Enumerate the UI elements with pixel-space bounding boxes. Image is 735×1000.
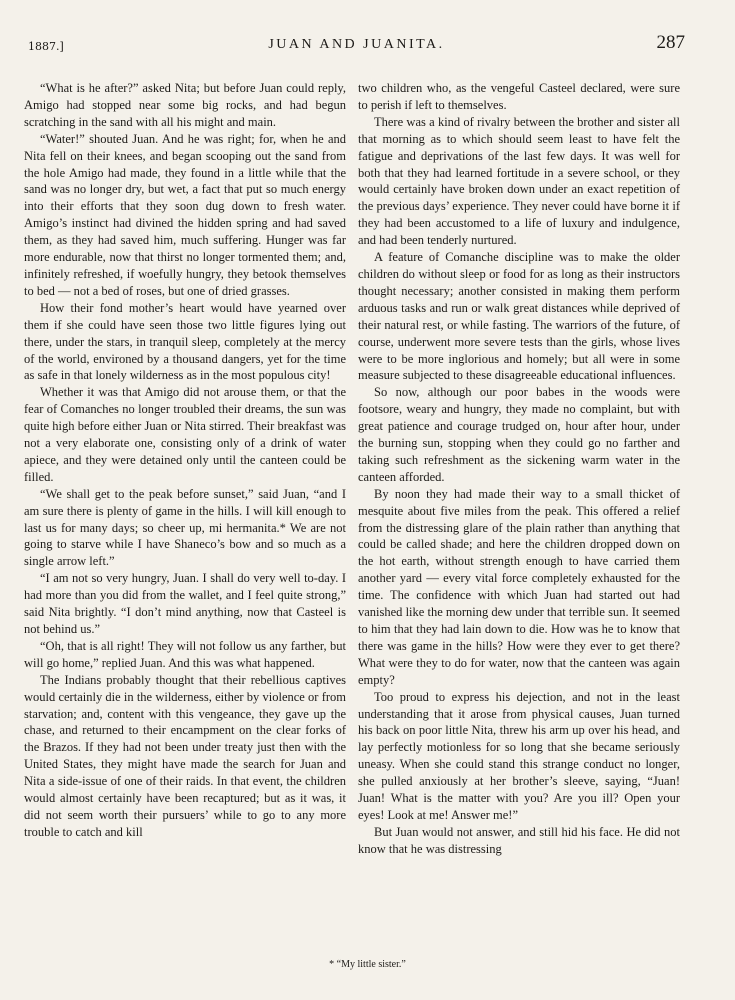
paragraph: But Juan would not answer, and still hid his face. He did not know that he was distressing	[358, 824, 680, 856]
article-title: JUAN AND JUANITA.	[268, 37, 445, 52]
running-header	[28, 34, 685, 56]
paragraph: How their fond mother’s heart would have yearned over them if she could have seen those two little figures lying out there, under the stars, in tranquil sleep, completely at the mercy of the world, environed by a thousand dangers, yet for the time as safe in that lonely wilderness as in the most populous city!	[24, 300, 346, 383]
footnote: * “My little sister.”	[329, 959, 406, 970]
paragraph: The Indians probably thought that their rebellious captives would certainly die in the wilderness, either by violence or from starvation; and, content with this vengeance, they gave up the chase, and returned to their encampment on the clear forks of the Brazos. If they had not been under treaty just then with the United States, they might have made the search for Juan and Nita a side-issue of one of their raids. In that event, the children would almost certainly have been recaptured; but as it was, it did not seem worth their pursuers’ while to go to any more trouble to catch and kill	[24, 672, 346, 839]
paragraph: “I am not so very hungry, Juan. I shall do very well to-day. I had more than you did from the wallet, and I feel quite strong,” said Nita brightly. “I don’t mind anything, now that Casteel is not behind us.”	[24, 571, 346, 636]
paragraph: By noon they had made their way to a small thicket of mesquite about five miles from the peak. This offered a relief from the distressing glare of the plain rather than anything that could be called shade; and here the children dropped down on the hot earth, without strength enough to have carried them another yard — every vital force completely exhausted for the time. The confidence with which Juan had started out had vanished like the morning dew under that terrible sun. It seemed to him that they had lain down to die. How was he to know that there was game in the hills? How were they ever to get there? What were they to do for water, now that the canteen was again empty?	[358, 486, 680, 687]
paragraph: “Oh, that is all right! They will not follow us any farther, but will go home,” replied Juan. And this was what happened.	[24, 638, 346, 670]
paragraph: Whether it was that Amigo did not arouse them, or that the fear of Comanches no longer troubled their dreams, the sun was quite high before either Juan or Nita stirred. Their breakfast was not a very elaborate one, consisting only of a drink of water apiece, and they were detained only until the canteen could be filled.	[24, 385, 346, 484]
paragraph: “Water!” shouted Juan. And he was right; for, when he and Nita fell on their knees, and began scooping out the sand from the hole Amigo had made, they found in a little while that the sand was no longer dry, but wet, a fact that put so much energy into their efforts that they soon dug down to fresh water. Amigo’s instinct had divined the hidden spring and had saved them, as they had saved him, much suffering. Hunger was far more endurable, now that thirst no longer tormented them; and, infinitely refreshed, if woefully hungry, they betook themselves to bed — not a bed of roses, but one of dried grasses.	[24, 131, 346, 298]
left-column	[24, 80, 346, 841]
paragraph: Too proud to express his dejection, and not in the least understanding that it arose from physical causes, Juan turned his back on poor little Nita, threw his arm up over his head, and lay perfectly motionless for so long that she became seriously uneasy. When she could stand this strange conduct no longer, she pulled anxiously at her brother’s sleeve, saying, “Juan! Juan! What is the matter with you? Are you ill? Open your eyes! Look at me! Answer me!”	[358, 689, 680, 822]
paragraph: There was a kind of rivalry between the brother and sister all that morning as to which should seem least to have felt the fatigue and deprivations of the last few days. It was well for both that they had learned fortitude in a severe school, or they would certainly have broken down under an exact repetition of the previous days’ experience. They never could have borne it if they had been accustomed to a life of luxury and indulgence, and had been tenderly nurtured.	[358, 114, 680, 248]
issue-date: 1887.]	[28, 40, 64, 53]
paragraph: A feature of Comanche discipline was to make the older children do without sleep or food for as long as their instructors thought necessary; another consisted in making them perform arduous tasks and run or walk great distances while deprived of their natural rest, or while fasting. The warriors of the future, of course, underwent more severe tests than the girls, whose lives were to be more inglorious and homely; but all were in some measure subjected to these disagreeable educational influences.	[358, 250, 680, 383]
paragraph-continued: two children who, as the vengeful Casteel declared, were sure to perish if left to themselves.	[358, 81, 680, 112]
paragraph: “What is he after?” asked Nita; but before Juan could reply, Amigo had stopped near some big rocks, and had begun scratching in the sand with all his might and main.	[24, 81, 346, 129]
page-number: 287	[656, 32, 685, 53]
right-column	[358, 80, 680, 858]
paragraph: So now, although our poor babes in the woods were footsore, weary and hungry, they made no complaint, but with great patience and courage trudged on, hour after hour, under the burning sun, stopping when they could go no farther and taking such refreshment as the sickening warm water in the canteen afforded.	[358, 385, 680, 484]
paragraph: “We shall get to the peak before sunset,” said Juan, “and I am sure there is plenty of game in the hills. I will kill enough to last us for many days; so cheer up, mi hermanita.* We are not going to starve while I have Shaneco’s bow and so much as a single arrow left.”	[24, 486, 346, 569]
